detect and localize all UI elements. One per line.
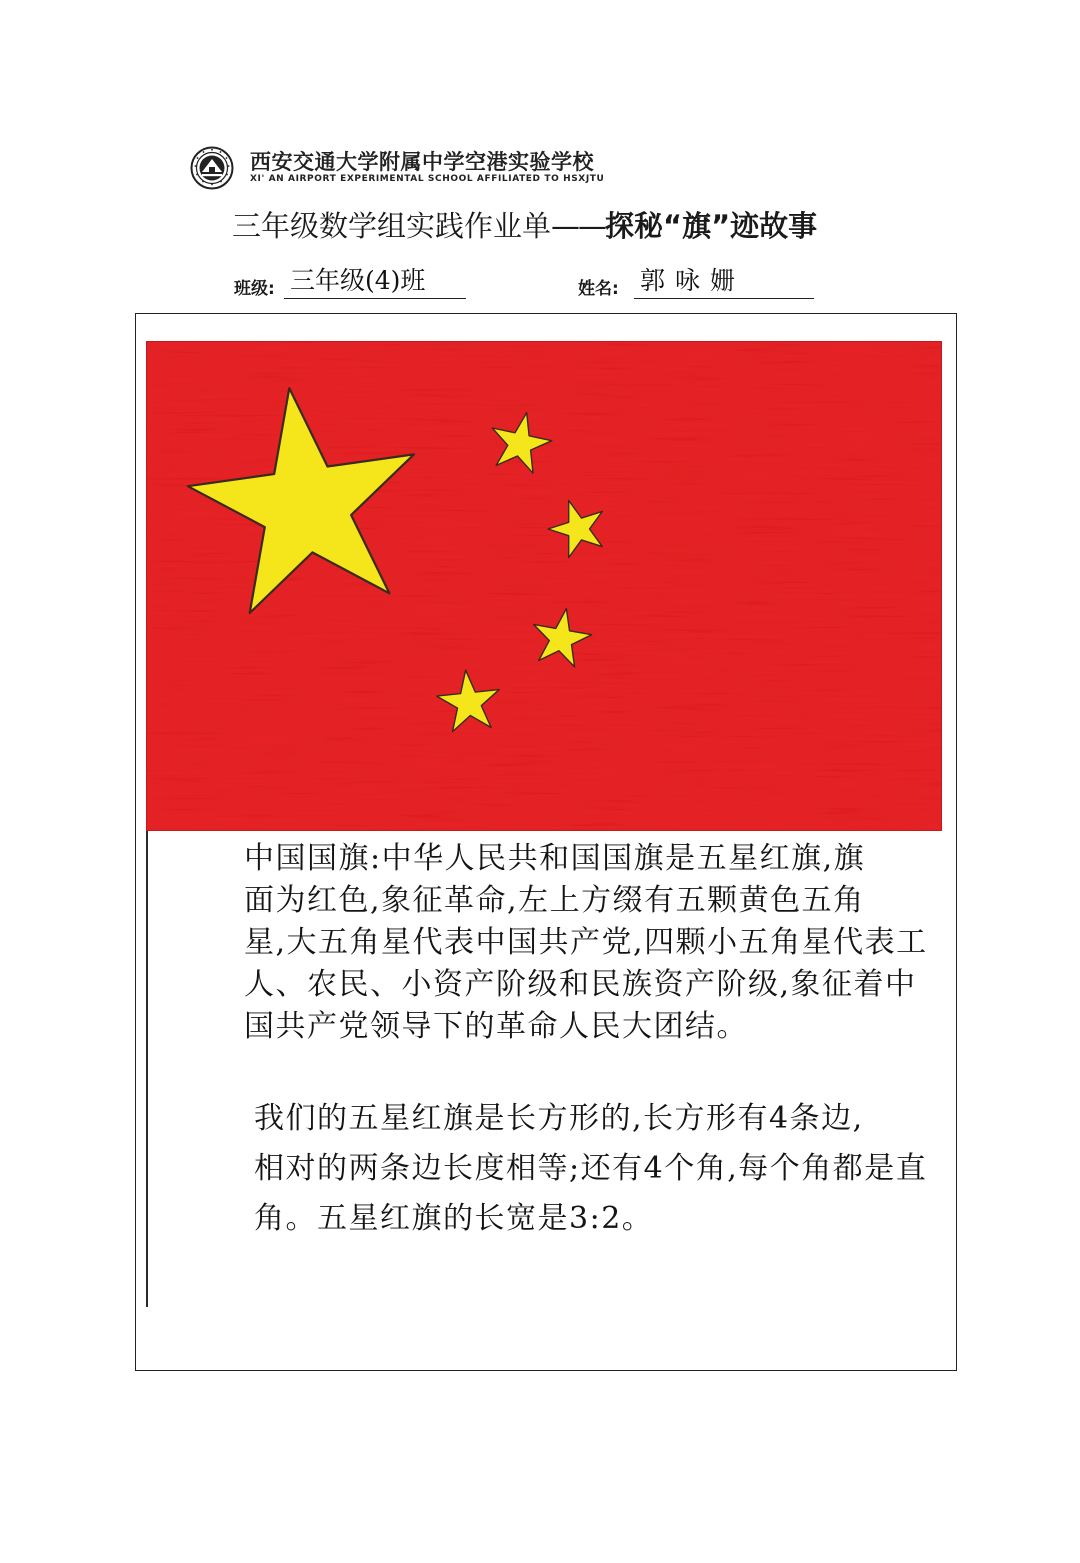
text-line: 星,大五角星代表中国共产党,四颗小五角星代表工 — [244, 925, 928, 960]
text-line: 人、农民、小资产阶级和民族资产阶级,象征着中 — [244, 967, 917, 1002]
text-line: 相对的两条边长度相等;还有4个角,每个角都是直 — [254, 1151, 928, 1186]
worksheet-title — [232, 204, 817, 245]
name-value: 郭咏姗 — [634, 266, 814, 299]
text-line: 我们的五星红旗是长方形的,长方形有4条边, — [254, 1101, 864, 1136]
text-line: 中国国旗:中华人民共和国国旗是五星红旗,旗 — [244, 841, 866, 876]
flag-shape-paragraph — [254, 1094, 927, 1244]
flag-svg — [146, 341, 942, 831]
hand-drawn-line — [146, 831, 148, 1307]
class-label: 班级: — [234, 279, 275, 299]
name-label: 姓名: — [578, 279, 619, 299]
school-name-en: XI' AN AIRPORT EXPERIMENTAL SCHOOL AFFILIATED TO HSXJTU — [250, 174, 605, 184]
worksheet-title-dash: —— — [551, 209, 606, 243]
worksheet-title-main: 三年级数学组实践作业单 — [232, 209, 552, 243]
text-line: 角。五星红旗的长宽是3:2。 — [254, 1201, 654, 1236]
school-name-cn: 西安交通大学附属中学空港实验学校 — [250, 150, 594, 174]
flag-description-paragraph — [244, 838, 928, 1048]
text-line: 国共产党领导下的革命人民大团结。 — [244, 1009, 748, 1044]
text-line: 面为红色,象征革命,左上方缀有五颗黄色五角 — [244, 883, 865, 918]
flag-drawing — [146, 341, 942, 831]
school-emblem-icon — [190, 146, 234, 190]
class-value: 三年级(4)班 — [284, 266, 466, 299]
worksheet-title-topic: 探秘“旗”迹故事 — [605, 209, 818, 243]
student-info-row — [234, 266, 834, 302]
school-header — [190, 146, 750, 190]
